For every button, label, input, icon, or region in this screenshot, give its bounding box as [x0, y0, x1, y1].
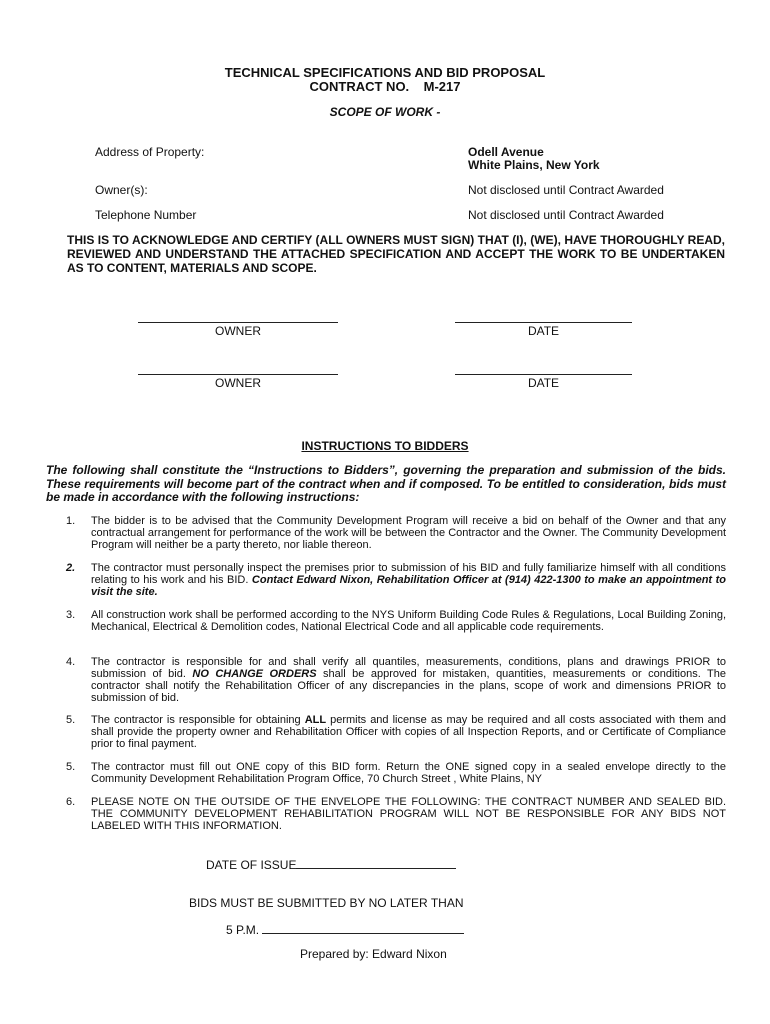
- owner-signature-line-1[interactable]: [138, 322, 338, 323]
- address-line-2: White Plains, New York: [468, 158, 600, 172]
- owner-label-2: OWNER: [215, 376, 261, 390]
- scope-heading: SCOPE OF WORK -: [329, 105, 441, 119]
- item-number: 4.: [66, 656, 76, 668]
- item-text: The contractor must fill out ONE copy of this BID form. Return the ONE signed copy in a sealed envelope directly to the Community Development Rehabilitation Program Office, 70 Church Street , White Plains, NY: [91, 761, 726, 785]
- date-signature-line-1[interactable]: [455, 322, 632, 323]
- time-label: 5 P.M.: [226, 923, 260, 937]
- contract-number: CONTRACT NO. M-217: [309, 79, 461, 94]
- deadline-date-field[interactable]: [262, 922, 464, 934]
- date-label-1: DATE: [527, 324, 560, 338]
- date-of-issue-field[interactable]: [296, 857, 456, 869]
- item-text-before: The contractor is responsible for and shall verify all quantiles, measurements, conditions, plans and drawings PRIOR to submission of bid.: [91, 656, 726, 680]
- item-number: 3.: [66, 609, 76, 621]
- acknowledgement-text: THIS IS TO ACKNOWLEDGE AND CERTIFY (ALL OWNERS MUST SIGN) THAT (I), (WE), HAVE THOROUGHLY READ, REVIEWED AND UNDERSTAND THE ATTACHED SPECIFICATION AND ACCEPT THE WORK TO BE UNDERTAKEN AS TO CONTENT, MATERIALS AND SCOPE.: [67, 233, 725, 275]
- instruction-item: [66, 516, 726, 552]
- item-number: 5.: [66, 761, 76, 773]
- item-text: [91, 657, 726, 705]
- contact-info: Contact Edward Nixon, Rehabilitation Officer at (914) 422-1300 to make an appointment to visit the site.: [91, 573, 726, 598]
- time-row: [226, 922, 464, 937]
- item-text-after: permits and license as may be required and all costs associated with them and shall provide the property owner and Rehabilitation Officer with copies of all Inspection Reports, and or Certificate of Compliance prior to final payment.: [91, 714, 726, 750]
- address-line-1: Odell Avenue: [468, 145, 544, 159]
- instructions-intro: The following shall constitute the “Instructions to Bidders”, governing the preparation and submission of the bids. These requirements will become part of the contract when and if composed. To be entitled to consideration, bids must be made in accordance with the following instructions:: [46, 463, 726, 505]
- owner-label-1: OWNER: [215, 324, 261, 338]
- date-label-2: DATE: [527, 376, 560, 390]
- item-number: 2.: [66, 562, 76, 574]
- instruction-item: [66, 610, 726, 634]
- phone-value: Not disclosed until Contract Awarded: [468, 208, 664, 222]
- date-of-issue-row: [206, 857, 456, 872]
- item-text: All construction work shall be performed according to the NYS Uniform Building Code Rules & Regulations, Local Building Zoning, Mechanical, Electrical & Demolition codes, National Electrical Code and all applicable code requirements.: [91, 609, 726, 633]
- item-text: PLEASE NOTE ON THE OUTSIDE OF THE ENVELOPE THE FOLLOWING: THE CONTRACT NUMBER AND SEALED BID. THE COMMUNITY DEVELOPMENT REHABILITATION PROGRAM WILL NOT BE RESPONSIBLE FOR ANY BIDS NOT LABELED WITH THIS INFORMATION.: [91, 796, 726, 832]
- no-change-orders: NO CHANGE ORDERS: [192, 667, 317, 680]
- item-number: 1.: [66, 515, 76, 527]
- date-of-issue-label: DATE OF ISSUE: [206, 858, 297, 872]
- item-number: 6.: [66, 796, 76, 808]
- address-label: Address of Property:: [95, 145, 205, 159]
- document-title: TECHNICAL SPECIFICATIONS AND BID PROPOSAL: [224, 65, 546, 80]
- item-text-before: The contractor is responsible for obtaining: [91, 714, 301, 726]
- item-text-after: shall be approved for mistaken, quantities, measurements or conditions. The contractor shall notify the Rehabilitation Officer of any discrepancies in the plans, scope of work and dimensions PRIOR to submission of bid.: [91, 667, 726, 704]
- owner-value: Not disclosed until Contract Awarded: [468, 183, 664, 197]
- item-text: The bidder is to be advised that the Community Development Program will receive a bid on behalf of the Owner and that any contractual arrangement for performance of the work will be between the Contractor and the Owner. The Community Development Program will neither be a party thereto, nor liable thereon.: [91, 515, 726, 551]
- instructions-title: INSTRUCTIONS TO BIDDERS: [301, 439, 469, 453]
- instruction-item: [66, 715, 726, 751]
- instruction-item: [66, 657, 726, 705]
- item-number: 5.: [66, 714, 76, 726]
- phone-label: Telephone Number: [95, 208, 197, 222]
- instruction-item: [66, 762, 726, 786]
- date-signature-line-2[interactable]: [455, 374, 632, 375]
- all-emphasis: ALL: [304, 714, 327, 726]
- owner-signature-line-2[interactable]: [138, 374, 338, 375]
- item-text-plain: The contractor must personally inspect the premises prior to submission of his BID and fully familiarize himself with all conditions relating to his work and his BID.: [91, 562, 726, 586]
- owner-label: Owner(s):: [95, 183, 148, 197]
- bids-deadline: BIDS MUST BE SUBMITTED BY NO LATER THAN: [189, 896, 464, 910]
- instruction-item: [66, 563, 726, 599]
- instruction-item: [66, 797, 726, 833]
- item-text: [91, 563, 726, 599]
- item-text: [91, 715, 726, 751]
- prepared-by: Prepared by: Edward Nixon: [300, 947, 447, 961]
